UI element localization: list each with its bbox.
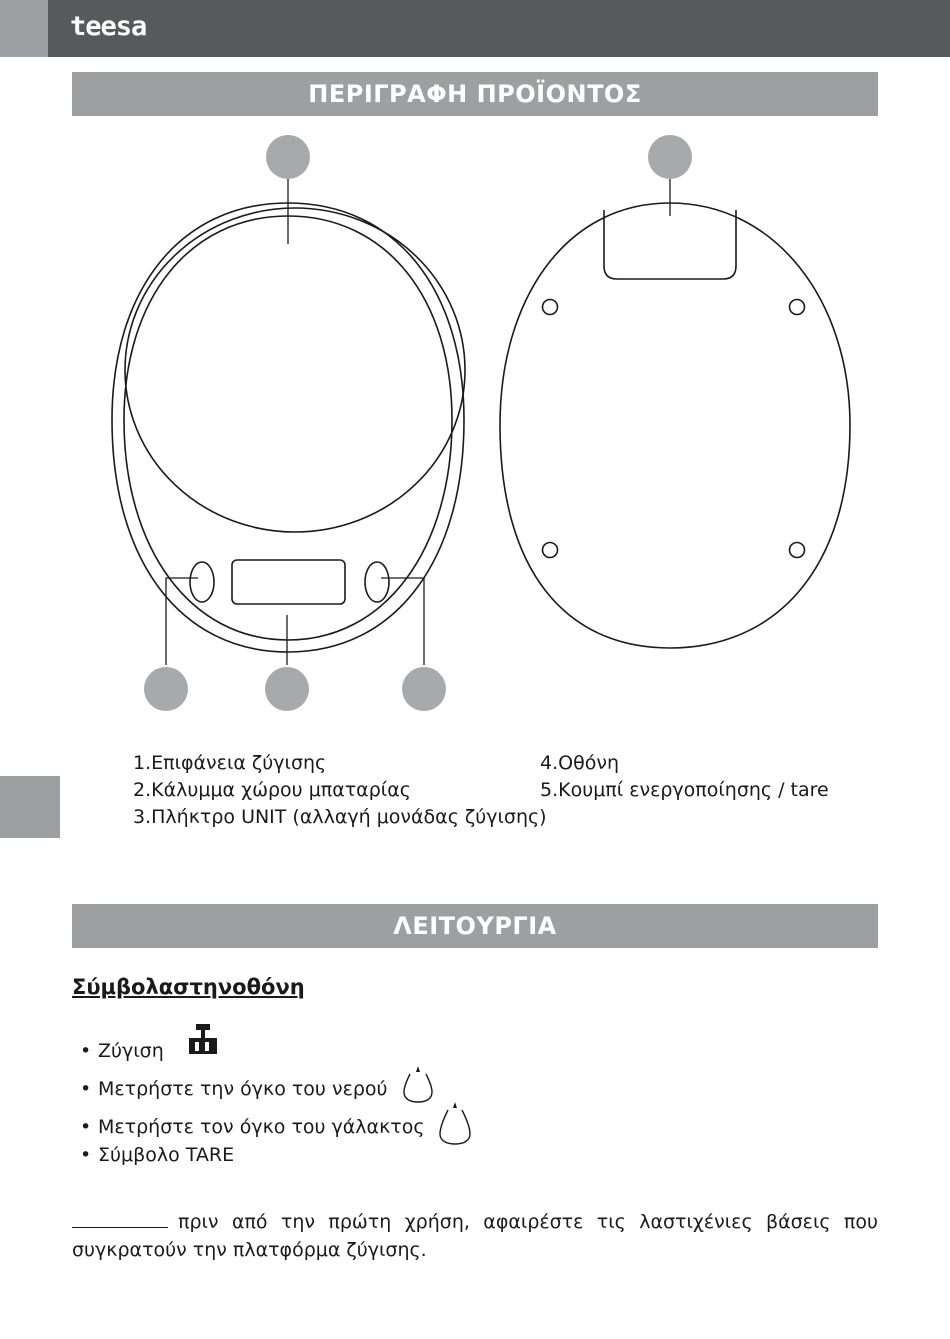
symbol-label: Μετρήστε τον όγκο του γάλακτος bbox=[98, 1116, 425, 1138]
parts-list-item: 1.Επιφάνεια ζύγισης bbox=[133, 752, 327, 774]
blank-fill-line bbox=[72, 1213, 168, 1228]
list-item: • Ζύγιση bbox=[80, 1040, 222, 1062]
parts-list-left bbox=[133, 750, 547, 831]
product-diagram bbox=[0, 120, 950, 720]
rubber-foot bbox=[790, 300, 805, 315]
callout-circle-3 bbox=[144, 667, 188, 711]
parts-list-right bbox=[540, 750, 829, 804]
parts-list-item: 4.Οθόνη bbox=[540, 752, 619, 774]
display-window bbox=[232, 560, 345, 604]
parts-list-item: 2.Κάλυμμα χώρου μπαταρίας bbox=[133, 779, 411, 801]
rubber-foot bbox=[543, 543, 558, 558]
note-text: πριν από την πρώτη χρήση, αφαιρέστε τις λαστιχένιες βάσεις που συγκρατούν την πλατφόρμα ζύγισης. bbox=[72, 1211, 878, 1261]
side-page-marker bbox=[0, 776, 60, 838]
battery-cover bbox=[604, 210, 736, 279]
symbol-label: Ζύγιση bbox=[98, 1040, 164, 1062]
scale-icon bbox=[186, 1022, 222, 1058]
parts-list-item: 3.Πλήκτρο UNIT (αλλαγή μονάδας ζύγισης) bbox=[133, 806, 547, 828]
callout-circle-2 bbox=[648, 135, 692, 179]
scale-front-inner-rim bbox=[124, 216, 452, 640]
water-drop-icon bbox=[400, 1062, 436, 1104]
brand-logo: teesa bbox=[70, 11, 147, 42]
scale-back-body bbox=[500, 203, 850, 648]
section-title-description: ΠΕΡΙΓΡΑΦΗ ΠΡΟΪΟΝΤΟΣ bbox=[72, 72, 878, 116]
callout-circle-4 bbox=[265, 667, 309, 711]
weighing-platform bbox=[125, 208, 465, 532]
display-symbols-title: Σύμβολαστηνοθόνη bbox=[72, 975, 305, 999]
list-item: • Μετρήστε την όγκο του νερού bbox=[80, 1074, 436, 1104]
scale-front-body bbox=[112, 203, 464, 652]
callout-circle-5 bbox=[402, 667, 446, 711]
unit-button bbox=[190, 562, 214, 602]
parts-list-item: 5.Κουμπί ενεργοποίησης / tare bbox=[540, 779, 829, 801]
symbol-label: Σύμβολο TARE bbox=[98, 1144, 235, 1166]
first-use-note bbox=[72, 1208, 878, 1264]
rubber-foot bbox=[790, 543, 805, 558]
top-header-bar bbox=[0, 0, 950, 57]
power-tare-button bbox=[365, 562, 389, 602]
header-tab-marker bbox=[0, 0, 48, 57]
list-item: • Μετρήστε τον όγκο του γάλακτος bbox=[80, 1108, 473, 1146]
section-title-operation: ΛΕΙΤΟΥΡΓΙΑ bbox=[72, 904, 878, 948]
rubber-foot bbox=[543, 300, 558, 315]
callout-circle-1 bbox=[266, 135, 310, 179]
list-item: • Σύμβολο TARE bbox=[80, 1144, 235, 1166]
symbol-label: Μετρήστε την όγκο του νερού bbox=[98, 1078, 388, 1100]
milk-drop-icon bbox=[437, 1100, 473, 1146]
